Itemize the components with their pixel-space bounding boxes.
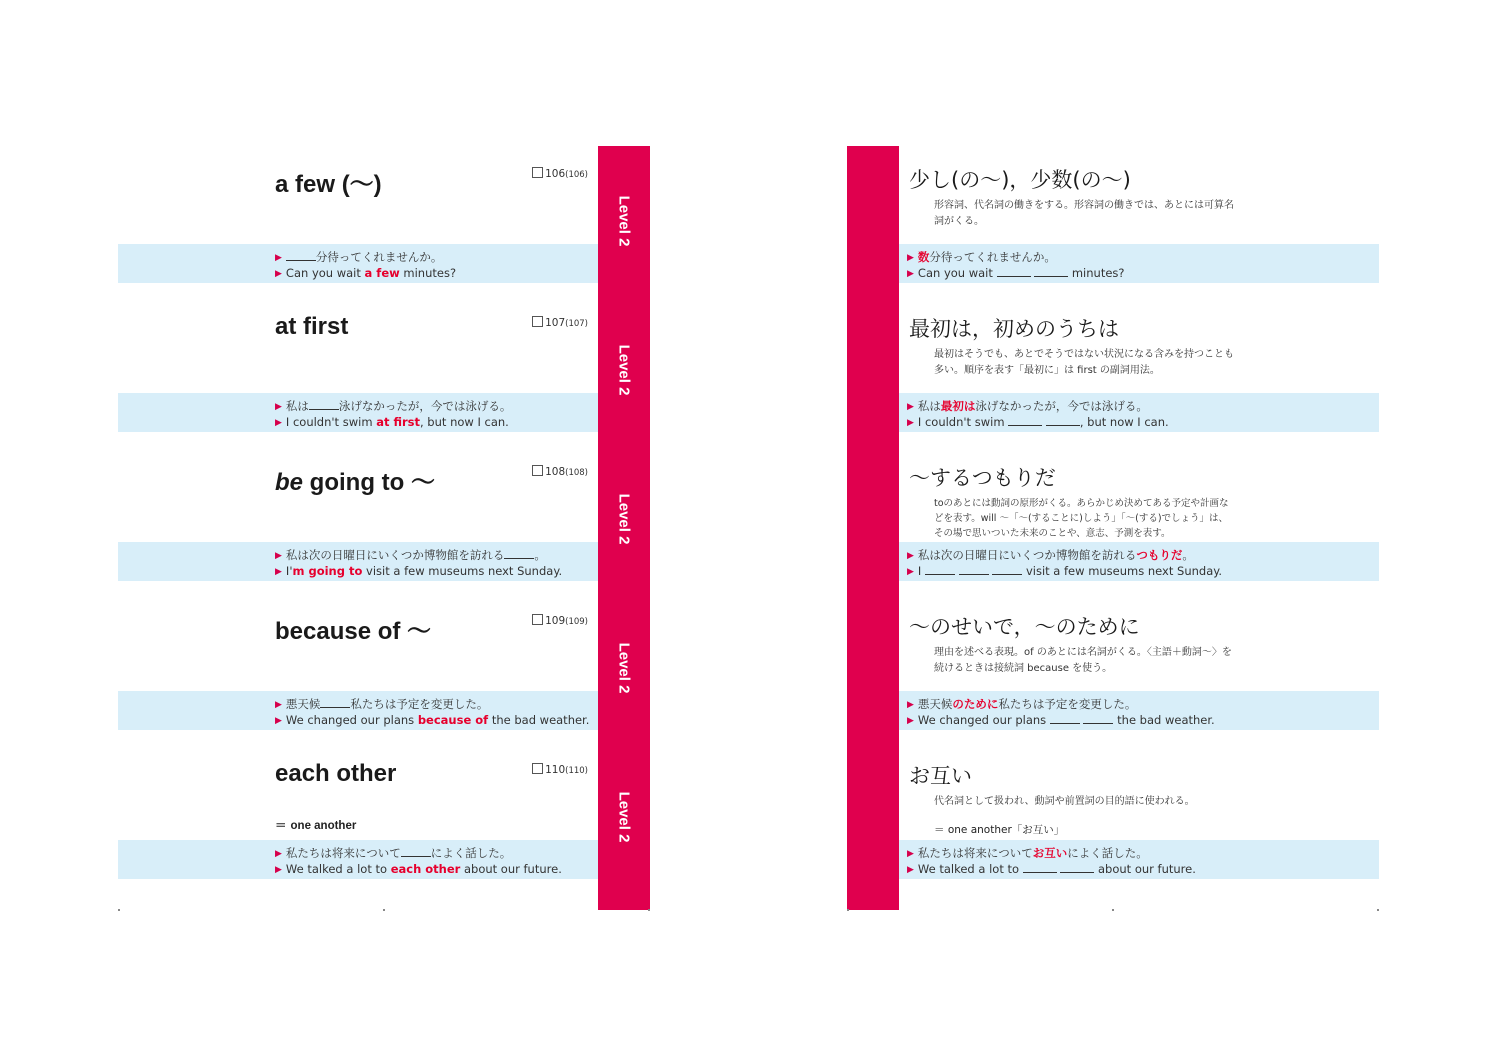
answer-blank bbox=[959, 573, 989, 575]
answer-ja: ▶ 私は次の日曜日にいくつか博物館を訪れるつもりだ。 bbox=[907, 548, 1194, 562]
entry-answer bbox=[899, 444, 1379, 593]
bullet-arrow-icon: ▶ bbox=[907, 551, 914, 561]
answer-blank bbox=[1046, 424, 1080, 426]
entry-number: 107(107) bbox=[532, 316, 588, 329]
bullet-arrow-icon: ▶ bbox=[907, 716, 914, 726]
entry-number: 108(108) bbox=[532, 465, 588, 478]
bullet-arrow-icon: ▶ bbox=[907, 849, 914, 859]
example-band bbox=[118, 393, 598, 432]
level-tab: Level 2 bbox=[615, 344, 633, 396]
answer-blank bbox=[401, 855, 431, 857]
answer-en: ▶ Can you wait minutes? bbox=[907, 266, 1125, 280]
answer-ja: ▶ 悪天候のために私たちは予定を変更した。 bbox=[907, 697, 1137, 711]
bullet-arrow-icon: ▶ bbox=[275, 567, 282, 577]
bullet-arrow-icon: ▶ bbox=[275, 418, 282, 428]
answer-en: ▶ We changed our plans the bad weather. bbox=[907, 713, 1215, 727]
meaning: 〜のせいで，〜のために bbox=[909, 615, 1140, 639]
example-ja: ▶ 悪天候 私たちは予定を変更した。 bbox=[275, 697, 489, 711]
crop-mark bbox=[648, 909, 650, 911]
example-en: ▶ I couldn't swim at first, but now I can. bbox=[275, 415, 509, 429]
checkbox-icon[interactable] bbox=[532, 614, 543, 625]
example-ja: ▶ 私は次の日曜日にいくつか博物館を訪れる 。 bbox=[275, 548, 546, 562]
example-en: ▶ We talked a lot to each other about our future. bbox=[275, 862, 562, 876]
note: 理由を述べる表現。of のあとには名詞がくる。〈主語＋動詞〜〉を続けるときは接続詞 because を使う。 bbox=[934, 647, 1232, 674]
answer-blank bbox=[1023, 871, 1057, 873]
bullet-arrow-icon: ▶ bbox=[275, 865, 282, 875]
checkbox-icon[interactable] bbox=[532, 465, 543, 476]
answer-blank bbox=[925, 573, 955, 575]
left-page bbox=[118, 146, 650, 910]
example-band bbox=[899, 393, 1379, 432]
entry-number: 106(106) bbox=[532, 167, 588, 180]
meaning: 〜するつもりだ bbox=[909, 466, 1056, 490]
example-en: ▶ I'm going to visit a few museums next Sunday. bbox=[275, 564, 563, 578]
entry bbox=[118, 444, 598, 593]
bullet-arrow-icon: ▶ bbox=[907, 418, 914, 428]
note: 形容詞、代名詞の働きをする。形容詞の働きでは、あとには可算名詞がくる。 bbox=[934, 200, 1234, 227]
answer-blank bbox=[504, 557, 534, 559]
example-band bbox=[118, 840, 598, 879]
answer-en: ▶ I couldn't swim , but now I can. bbox=[907, 415, 1169, 429]
answer-ja: ▶ 数分待ってくれませんか。 bbox=[907, 250, 1056, 264]
checkbox-icon[interactable] bbox=[532, 316, 543, 327]
entry bbox=[118, 593, 598, 742]
answer-en: ▶ I visit a few museums next Sunday. bbox=[907, 564, 1223, 578]
crop-mark bbox=[1112, 909, 1114, 911]
bullet-arrow-icon: ▶ bbox=[275, 700, 282, 710]
answer-blank bbox=[286, 259, 316, 261]
answer-ja: ▶ 私たちは将来についてお互いによく話した。 bbox=[907, 846, 1148, 860]
bullet-arrow-icon: ▶ bbox=[907, 402, 914, 412]
crop-mark bbox=[383, 909, 385, 911]
answer-ja: ▶ 私は最初は泳げなかったが，今では泳げる。 bbox=[907, 399, 1148, 413]
example-ja: ▶ 私たちは将来について によく話した。 bbox=[275, 846, 512, 860]
answer-en: ▶ We talked a lot to about our future. bbox=[907, 862, 1196, 876]
bullet-arrow-icon: ▶ bbox=[907, 865, 914, 875]
equals-icon: ＝ bbox=[934, 824, 948, 836]
level-tab: Level 2 bbox=[615, 195, 633, 247]
bullet-arrow-icon: ▶ bbox=[275, 253, 282, 263]
entry bbox=[118, 742, 598, 891]
answer-blank bbox=[1008, 424, 1042, 426]
level-tab: Level 2 bbox=[615, 642, 633, 694]
headword: at first bbox=[275, 313, 349, 340]
note: 代名詞として扱われ、動詞や前置詞の目的語に使われる。 bbox=[934, 796, 1195, 807]
bullet-arrow-icon: ▶ bbox=[275, 402, 282, 412]
example-ja: ▶ 私は 泳げなかったが，今では泳げる。 bbox=[275, 399, 512, 413]
answer-blank bbox=[309, 408, 339, 410]
example-en: ▶ We changed our plans because of the bad weather. bbox=[275, 713, 590, 727]
note: 最初はそうでも、あとでそうではない状況になる含みを持つことも多い。順序を表す「最初に」は first の副詞用法。 bbox=[934, 349, 1234, 376]
answer-blank bbox=[1083, 722, 1113, 724]
level-tab: Level 2 bbox=[615, 791, 633, 843]
entry bbox=[118, 146, 598, 295]
level-tab: Level 2 bbox=[615, 493, 633, 545]
example-band bbox=[118, 244, 598, 283]
answer-blank bbox=[1050, 722, 1080, 724]
example-band bbox=[118, 691, 598, 730]
bullet-arrow-icon: ▶ bbox=[275, 849, 282, 859]
bullet-arrow-icon: ▶ bbox=[907, 269, 914, 279]
headword: each other bbox=[275, 760, 397, 787]
answer-blank bbox=[1034, 275, 1068, 277]
answer-blank bbox=[320, 706, 350, 708]
example-band bbox=[899, 244, 1379, 283]
headword: because of 〜 bbox=[275, 618, 432, 645]
accent-strip bbox=[847, 146, 899, 910]
crop-mark bbox=[118, 909, 120, 911]
answer-blank bbox=[997, 275, 1031, 277]
note: toのあとには動詞の原形がくる。あらかじめ決めてある予定や計画などを表す。will 〜「〜(することに)しよう」「〜(する)でしょう」は、その場で思いついた未来のことや、意志、予測を表す。 bbox=[934, 498, 1229, 539]
right-page bbox=[847, 146, 1379, 910]
bullet-arrow-icon: ▶ bbox=[275, 716, 282, 726]
example-band bbox=[899, 542, 1379, 581]
bullet-arrow-icon: ▶ bbox=[275, 551, 282, 561]
entry-number: 109(109) bbox=[532, 614, 588, 627]
meaning: 最初は，初めのうちは bbox=[909, 317, 1119, 341]
synonym: ＝ one another bbox=[275, 818, 357, 832]
bullet-arrow-icon: ▶ bbox=[275, 269, 282, 279]
checkbox-icon[interactable] bbox=[532, 763, 543, 774]
equals-icon: ＝ bbox=[275, 818, 291, 832]
entry bbox=[118, 295, 598, 444]
example-band bbox=[118, 542, 598, 581]
crop-mark bbox=[847, 909, 849, 911]
example-band bbox=[899, 840, 1379, 879]
example-en: ▶ Can you wait a few minutes? bbox=[275, 266, 457, 280]
headword: be going to 〜 bbox=[275, 469, 435, 496]
entry-answer bbox=[899, 146, 1379, 295]
entry-answer bbox=[899, 295, 1379, 444]
bullet-arrow-icon: ▶ bbox=[907, 567, 914, 577]
meaning: 少し(の〜)，少数(の〜) bbox=[909, 168, 1131, 192]
meaning: お互い bbox=[909, 764, 972, 788]
headword: a few (〜) bbox=[275, 171, 382, 198]
entry-number: 110(110) bbox=[532, 763, 588, 776]
example-band bbox=[899, 691, 1379, 730]
checkbox-icon[interactable] bbox=[532, 167, 543, 178]
answer-blank bbox=[1060, 871, 1094, 873]
entry-answer bbox=[899, 742, 1379, 891]
bullet-arrow-icon: ▶ bbox=[907, 253, 914, 263]
example-ja: ▶ 分待ってくれませんか。 bbox=[275, 250, 443, 264]
bullet-arrow-icon: ▶ bbox=[907, 700, 914, 710]
entry-answer bbox=[899, 593, 1379, 742]
answer-blank bbox=[992, 573, 1022, 575]
synonym: ＝ one another「お互い」 bbox=[934, 824, 1065, 836]
level-tab-strip bbox=[598, 146, 650, 910]
crop-mark bbox=[1377, 909, 1379, 911]
